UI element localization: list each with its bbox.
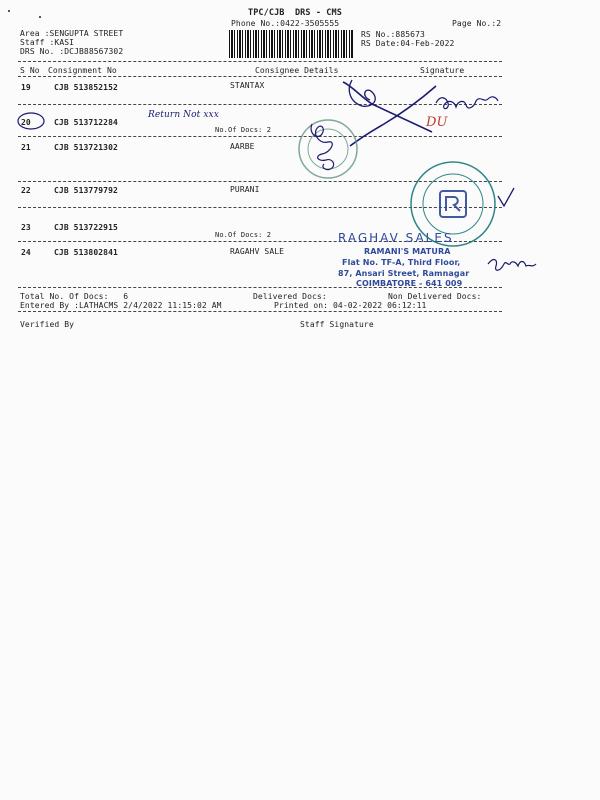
stamp-line1: RAMANI'S MATURA <box>364 247 451 256</box>
row-consignment: CJB 513712284 <box>54 118 118 127</box>
row-consignment: CJB 513852152 <box>54 83 118 92</box>
staff-label: Staff :KASI <box>20 38 75 47</box>
row-sno: 20 <box>21 118 31 127</box>
handwritten-note: Return Not xxx <box>148 110 219 120</box>
row-consignment: CJB 513721302 <box>54 143 118 152</box>
page-number: Page No.:2 <box>452 19 502 28</box>
area-label: Area :SENGUPTA STREET <box>20 29 124 38</box>
signature-script <box>488 260 536 271</box>
row-sno: 23 <box>21 223 31 232</box>
row-sno: 24 <box>21 248 31 257</box>
row-consignment: CJB 513722915 <box>54 223 118 232</box>
verified-by: Verified By <box>20 320 75 329</box>
drs-number: DRS No. :DCJB88567302 <box>20 47 124 56</box>
row-consignee: RAGAHV SALE <box>230 247 285 256</box>
stamp-line2: Flat No. TF-A, Third Floor, <box>342 258 461 267</box>
non-delivered-docs: Non Delivered Docs: <box>388 292 482 301</box>
stamp-line3: 87, Ansari Street, Ramnagar <box>338 269 470 278</box>
document-title: TPC/CJB DRS - CMS <box>248 8 342 18</box>
signature-scribble <box>343 82 436 146</box>
row-docs: No.Of Docs: 2 <box>215 231 272 239</box>
row-consignment: CJB 513779792 <box>54 186 118 195</box>
row-consignment: CJB 513802841 <box>54 248 118 257</box>
handwritten-du-mark: DU <box>426 115 448 130</box>
stamp-line4: COIMBATORE - 641 009 <box>356 279 463 288</box>
row-docs: No.Of Docs: 2 <box>215 126 272 134</box>
row-consignee: AARBE <box>230 142 255 151</box>
delivered-docs: Delivered Docs: <box>253 292 327 301</box>
row-sno: 21 <box>21 143 31 152</box>
signature-script <box>436 97 498 109</box>
row20-circle-mark <box>18 113 44 129</box>
rs-date: RS Date:04-Feb-2022 <box>361 39 455 48</box>
row-sno: 19 <box>21 83 31 92</box>
total-docs: Total No. Of Docs: 6 <box>20 292 129 301</box>
staff-signature-label: Staff Signature <box>300 320 374 329</box>
column-header-consignment: Consignment No <box>48 66 117 75</box>
row-consignee: PURANI <box>230 185 260 194</box>
printed-on: Printed on: 04-02-2022 06:12:11 <box>274 301 427 310</box>
entered-by: Entered By :LATHACMS 2/4/2022 11:15:02 AM <box>20 301 222 310</box>
stamp-company-name: RAGHAV SALES <box>338 231 454 245</box>
signature-scribble <box>349 80 375 106</box>
row-sno: 22 <box>21 186 31 195</box>
row-consignee: STANTAX <box>230 81 265 90</box>
column-header-sno: S No <box>20 66 40 75</box>
check-mark <box>498 188 514 206</box>
rs-number: RS No.:885673 <box>361 30 425 39</box>
column-header-signature: Signature <box>420 66 465 75</box>
phone-number: Phone No.:0422-3505555 <box>231 19 340 28</box>
signature-scribble <box>311 124 334 170</box>
company-round-seal <box>411 162 495 246</box>
column-header-consignee: Consignee Details <box>255 66 339 75</box>
